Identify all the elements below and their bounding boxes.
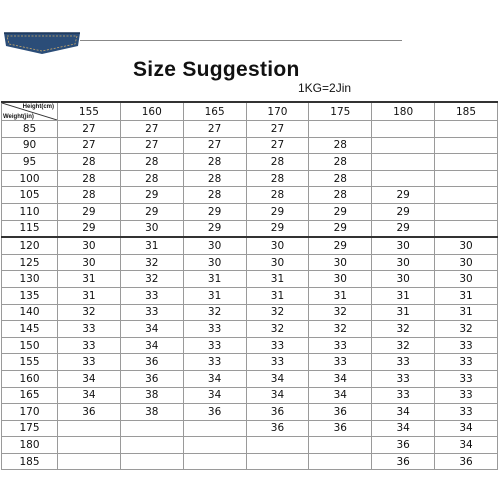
size-cell: 28 — [183, 170, 246, 187]
size-cell: 32 — [372, 337, 435, 354]
size-cell — [120, 453, 183, 470]
size-cell: 38 — [120, 387, 183, 404]
size-cell: 29 — [246, 203, 309, 220]
size-cell: 34 — [58, 387, 121, 404]
size-cell: 31 — [120, 237, 183, 254]
weight-cell: 95 — [2, 154, 58, 171]
table-row — [2, 437, 498, 454]
weight-cell: 185 — [2, 453, 58, 470]
size-cell — [120, 437, 183, 454]
size-cell: 30 — [372, 237, 435, 254]
height-axis-label: Height(cm) — [22, 104, 54, 110]
weight-cell: 130 — [2, 271, 58, 288]
weight-cell: 115 — [2, 220, 58, 237]
weight-cell: 170 — [2, 404, 58, 421]
denim-pocket-decoration — [2, 30, 82, 56]
size-cell — [372, 154, 435, 171]
size-cell: 29 — [183, 203, 246, 220]
size-cell: 33 — [58, 321, 121, 338]
size-cell: 34 — [435, 437, 498, 454]
size-cell: 29 — [372, 220, 435, 237]
size-cell: 33 — [309, 337, 372, 354]
size-cell — [435, 170, 498, 187]
size-cell: 31 — [309, 287, 372, 304]
size-cell: 30 — [246, 254, 309, 271]
weight-cell: 135 — [2, 287, 58, 304]
table-row — [2, 370, 498, 387]
size-cell: 28 — [309, 154, 372, 171]
size-cell — [372, 137, 435, 154]
size-cell: 30 — [183, 237, 246, 254]
size-cell: 28 — [183, 187, 246, 204]
size-cell: 32 — [309, 321, 372, 338]
size-cell: 36 — [246, 420, 309, 437]
size-cell: 33 — [183, 354, 246, 371]
unit-conversion-note: 1KG=2Jin — [298, 81, 352, 95]
size-cell: 30 — [183, 254, 246, 271]
height-header: 180 — [372, 102, 435, 121]
size-cell: 28 — [183, 154, 246, 171]
weight-cell: 175 — [2, 420, 58, 437]
size-cell — [435, 203, 498, 220]
weight-cell: 180 — [2, 437, 58, 454]
size-cell: 31 — [246, 271, 309, 288]
height-header: 185 — [435, 102, 498, 121]
size-table — [1, 101, 498, 470]
size-cell: 36 — [372, 453, 435, 470]
weight-cell: 165 — [2, 387, 58, 404]
size-cell: 28 — [246, 187, 309, 204]
size-cell: 27 — [183, 137, 246, 154]
size-cell: 31 — [183, 287, 246, 304]
size-cell — [246, 437, 309, 454]
size-cell — [435, 187, 498, 204]
size-cell: 28 — [58, 187, 121, 204]
size-cell — [435, 220, 498, 237]
table-row — [2, 321, 498, 338]
size-cell: 34 — [309, 387, 372, 404]
size-cell — [58, 437, 121, 454]
table-row — [2, 271, 498, 288]
size-cell: 30 — [435, 237, 498, 254]
size-cell: 29 — [309, 237, 372, 254]
size-table-body — [2, 121, 498, 470]
weight-axis-label: Weight(jin) — [3, 114, 34, 120]
size-cell: 29 — [58, 220, 121, 237]
size-cell: 29 — [246, 220, 309, 237]
size-cell — [246, 453, 309, 470]
height-header: 170 — [246, 102, 309, 121]
size-cell: 34 — [120, 321, 183, 338]
size-cell: 33 — [120, 304, 183, 321]
size-cell: 33 — [246, 354, 309, 371]
size-cell: 27 — [120, 137, 183, 154]
size-cell: 32 — [435, 321, 498, 338]
size-cell — [435, 154, 498, 171]
size-cell: 33 — [435, 387, 498, 404]
size-cell: 30 — [372, 254, 435, 271]
size-cell: 38 — [120, 404, 183, 421]
table-row — [2, 137, 498, 154]
size-cell: 29 — [58, 203, 121, 220]
weight-cell: 120 — [2, 237, 58, 254]
size-cell: 32 — [309, 304, 372, 321]
size-cell: 33 — [58, 337, 121, 354]
size-cell: 30 — [58, 237, 121, 254]
size-cell: 29 — [120, 187, 183, 204]
size-cell: 30 — [372, 271, 435, 288]
size-cell: 28 — [309, 170, 372, 187]
size-cell: 34 — [58, 370, 121, 387]
size-cell: 31 — [183, 271, 246, 288]
weight-cell: 85 — [2, 121, 58, 138]
table-row — [2, 337, 498, 354]
size-cell: 33 — [435, 354, 498, 371]
table-row — [2, 187, 498, 204]
size-cell: 30 — [246, 237, 309, 254]
size-cell: 31 — [435, 287, 498, 304]
size-cell: 30 — [309, 271, 372, 288]
table-row — [2, 287, 498, 304]
size-cell: 28 — [120, 170, 183, 187]
weight-cell: 140 — [2, 304, 58, 321]
size-cell: 28 — [58, 170, 121, 187]
height-header: 175 — [309, 102, 372, 121]
size-cell: 27 — [246, 137, 309, 154]
size-cell: 27 — [183, 121, 246, 138]
weight-cell: 145 — [2, 321, 58, 338]
size-cell: 30 — [120, 220, 183, 237]
size-cell: 33 — [435, 337, 498, 354]
page-title: Size Suggestion — [133, 58, 300, 81]
size-cell: 36 — [120, 354, 183, 371]
size-cell: 33 — [183, 321, 246, 338]
size-cell: 30 — [309, 254, 372, 271]
size-cell: 28 — [58, 154, 121, 171]
table-row — [2, 304, 498, 321]
size-cell: 29 — [372, 187, 435, 204]
size-cell: 31 — [435, 304, 498, 321]
size-cell: 28 — [309, 137, 372, 154]
size-cell: 33 — [120, 287, 183, 304]
size-cell — [309, 121, 372, 138]
size-cell: 36 — [309, 404, 372, 421]
size-cell: 36 — [309, 420, 372, 437]
size-cell — [183, 453, 246, 470]
weight-cell: 105 — [2, 187, 58, 204]
size-cell: 31 — [58, 271, 121, 288]
size-cell — [372, 170, 435, 187]
size-cell: 31 — [58, 287, 121, 304]
size-cell: 34 — [183, 370, 246, 387]
size-cell: 34 — [372, 404, 435, 421]
size-cell: 34 — [309, 370, 372, 387]
size-cell — [183, 420, 246, 437]
size-cell: 34 — [120, 337, 183, 354]
size-cell: 33 — [372, 370, 435, 387]
size-cell: 33 — [58, 354, 121, 371]
weight-cell: 90 — [2, 137, 58, 154]
size-cell: 28 — [246, 170, 309, 187]
size-cell: 34 — [246, 387, 309, 404]
size-cell — [435, 137, 498, 154]
size-cell: 30 — [435, 254, 498, 271]
size-cell — [372, 121, 435, 138]
table-row — [2, 203, 498, 220]
size-cell: 33 — [309, 354, 372, 371]
size-cell: 28 — [309, 187, 372, 204]
size-cell: 29 — [372, 203, 435, 220]
size-cell: 28 — [120, 154, 183, 171]
size-cell: 31 — [372, 287, 435, 304]
table-row — [2, 404, 498, 421]
table-row — [2, 121, 498, 138]
size-cell: 36 — [372, 437, 435, 454]
size-cell: 27 — [246, 121, 309, 138]
size-cell: 32 — [246, 321, 309, 338]
size-cell: 32 — [120, 271, 183, 288]
size-cell: 33 — [183, 337, 246, 354]
size-cell: 27 — [120, 121, 183, 138]
size-cell — [58, 453, 121, 470]
size-cell: 36 — [246, 404, 309, 421]
table-row — [2, 237, 498, 254]
size-cell — [309, 453, 372, 470]
size-cell: 29 — [309, 203, 372, 220]
size-cell: 29 — [309, 220, 372, 237]
size-cell: 33 — [435, 370, 498, 387]
size-cell: 34 — [435, 420, 498, 437]
size-cell: 33 — [372, 387, 435, 404]
height-header: 165 — [183, 102, 246, 121]
size-cell — [309, 437, 372, 454]
height-header: 160 — [120, 102, 183, 121]
size-cell: 31 — [246, 287, 309, 304]
size-cell: 36 — [120, 370, 183, 387]
size-cell: 33 — [372, 354, 435, 371]
weight-cell: 155 — [2, 354, 58, 371]
size-cell: 32 — [120, 254, 183, 271]
table-corner — [2, 102, 58, 121]
size-cell: 36 — [435, 453, 498, 470]
weight-cell: 100 — [2, 170, 58, 187]
table-row — [2, 170, 498, 187]
table-row — [2, 387, 498, 404]
size-cell: 28 — [246, 154, 309, 171]
table-row — [2, 420, 498, 437]
top-divider — [80, 40, 402, 41]
size-cell: 27 — [58, 121, 121, 138]
size-cell — [183, 437, 246, 454]
size-cell — [435, 121, 498, 138]
size-cell: 34 — [372, 420, 435, 437]
size-cell: 32 — [372, 321, 435, 338]
size-cell: 33 — [246, 337, 309, 354]
table-row — [2, 254, 498, 271]
weight-cell: 125 — [2, 254, 58, 271]
table-row — [2, 220, 498, 237]
size-cell: 36 — [58, 404, 121, 421]
size-cell: 27 — [58, 137, 121, 154]
size-cell: 31 — [372, 304, 435, 321]
size-cell: 34 — [246, 370, 309, 387]
size-cell — [120, 420, 183, 437]
weight-cell: 160 — [2, 370, 58, 387]
size-cell: 33 — [435, 404, 498, 421]
weight-cell: 150 — [2, 337, 58, 354]
size-cell: 32 — [58, 304, 121, 321]
table-row — [2, 453, 498, 470]
size-cell: 30 — [58, 254, 121, 271]
weight-cell: 110 — [2, 203, 58, 220]
size-cell: 30 — [435, 271, 498, 288]
height-header-row — [2, 102, 498, 121]
size-cell: 29 — [183, 220, 246, 237]
size-cell — [58, 420, 121, 437]
size-cell: 32 — [246, 304, 309, 321]
height-header: 155 — [58, 102, 121, 121]
table-row — [2, 354, 498, 371]
table-row — [2, 154, 498, 171]
size-cell: 29 — [120, 203, 183, 220]
size-cell: 34 — [183, 387, 246, 404]
size-cell: 36 — [183, 404, 246, 421]
size-cell: 32 — [183, 304, 246, 321]
